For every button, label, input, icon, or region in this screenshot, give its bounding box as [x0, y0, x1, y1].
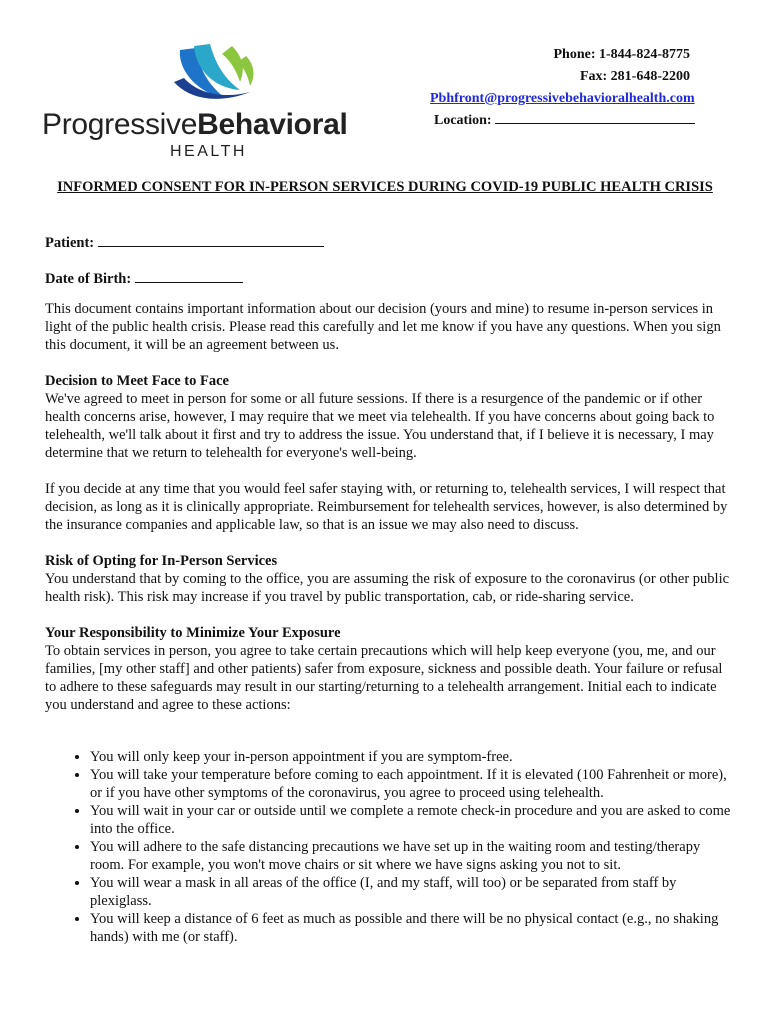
decision-paragraph-2: If you decide at any time that you would feel safer staying with, or returning to, telehealth services, I will respect that decision, as long as it is clinically appropriate. Reimbursement for telehealth services, however, is also determined by the insurance companies and applicable law, so that is an issue we may also need to discuss. — [45, 481, 728, 533]
list-item: • You will adhere to the safe distancing precautions we have set up in the waiting room and testing/therapy room. For example, you won't move chairs or sit where we have signs asking you not to sit. — [90, 838, 735, 874]
dob-label: Date of Birth: — [45, 271, 132, 287]
document-title: INFORMED CONSENT FOR IN-PERSON SERVICES DURING COVID-19 PUBLIC HEALTH CRISIS — [57, 179, 713, 195]
logo-name-regular: Progressive — [42, 108, 198, 141]
location-input-line[interactable] — [495, 111, 695, 124]
intro-paragraph: This document contains important information about our decision (yours and mine) to resume in-person services in light of the public health crisis. Please read this carefully and let me know if you have any questions. When you sign this document, it will be an agreement between us. — [45, 301, 721, 353]
contact-block — [430, 44, 730, 132]
fax-number: Fax: 281-648-2200 — [579, 69, 690, 84]
logo-swirl-icon — [170, 42, 260, 104]
list-item: • You will wait in your car or outside until we complete a remote check-in procedure and you are asked to come into the office. — [90, 802, 735, 838]
risk-paragraph: You understand that by coming to the office, you are assuming the risk of exposure to the coronavirus (or other public health risk). This risk may increase if you travel by public transportation, cab, or ride-sharing service. — [45, 571, 730, 605]
logo-wordmark — [42, 108, 348, 142]
section-heading-risk: Risk of Opting for In-Person Services — [45, 553, 278, 569]
dob-input-line[interactable] — [135, 270, 243, 283]
list-item: • You will wear a mask in all areas of the office (I, and my staff, will too) or be separated from staff by plexiglass. — [90, 874, 735, 910]
company-logo — [40, 40, 385, 160]
patient-input-line[interactable] — [98, 234, 324, 247]
responsibility-paragraph: To obtain services in person, you agree to take certain precautions which will help keep everyone (you, me, and our families, [my other staff] and other patients) safer from exposure, sickness and possible death. Your failure or refusal to adhere to these safeguards may result in our starting/returning to a telehealth arrangement. Initial each to indicate you understand and agree to these actions: — [45, 643, 723, 713]
document-body — [45, 300, 735, 946]
decision-paragraph-1: We've agreed to meet in person for some or all future sessions. If there is a resurgence of the pandemic or if other health concerns arise, however, I may require that we meet via telehealth. If you have concerns about going back to telehealth, we'll talk about it first and try to address the issue. You understand that, if I believe it is necessary, I may determine that we return to telehealth for everyone's well-being. — [45, 391, 715, 461]
precautions-list — [45, 748, 735, 946]
location-field — [430, 110, 730, 132]
list-item: • You will only keep your in-person appointment if you are symptom-free. — [90, 748, 735, 766]
email-link[interactable]: Pbhfront@progressivebehavioralhealth.com — [430, 91, 695, 106]
list-item: • You will take your temperature before coming to each appointment. If it is elevated (100 Fahrenheit or more), or if you have other symptoms of the coronavirus, you agree to proceed using telehealth. — [90, 766, 735, 802]
logo-name-bold: Behavioral — [197, 108, 348, 141]
phone-number: Phone: 1-844-824-8775 — [553, 47, 690, 62]
list-item: • You will keep a distance of 6 feet as much as possible and there will be no physical contact (e.g., no shaking hands) with me (or staff). — [90, 910, 735, 946]
dob-field — [45, 270, 243, 288]
section-heading-responsibility: Your Responsibility to Minimize Your Exposure — [45, 625, 341, 641]
patient-field — [45, 234, 324, 252]
section-heading-decision: Decision to Meet Face to Face — [45, 373, 229, 389]
patient-label: Patient: — [45, 235, 95, 251]
location-label: Location: — [434, 113, 492, 128]
logo-subtitle: HEALTH — [170, 143, 247, 160]
